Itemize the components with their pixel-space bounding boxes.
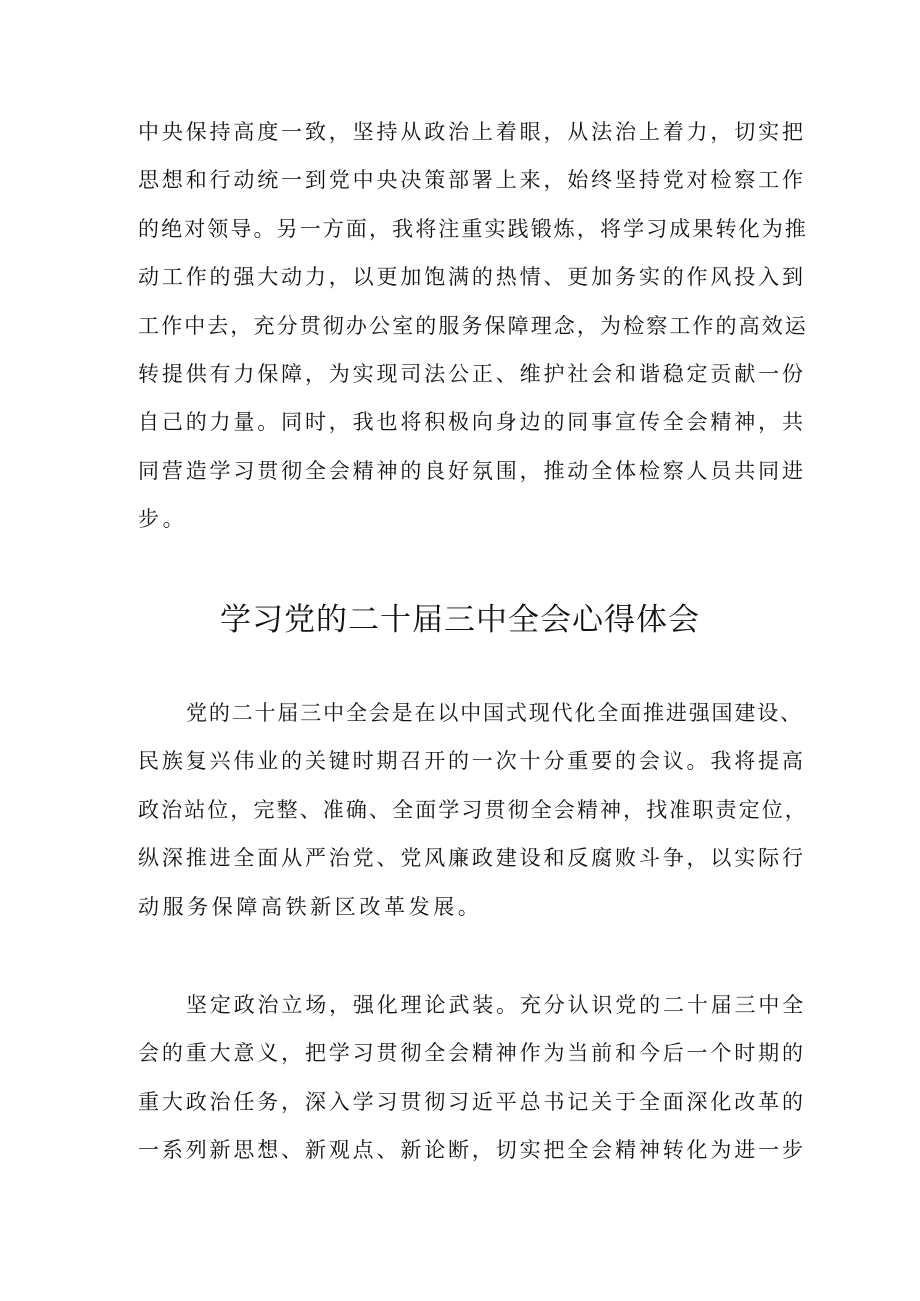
paragraph-line: 重大政治任务，深入学习贯彻习近平总书记关于全面深化改革的 (138, 1089, 806, 1114)
paragraph-line: 动服务保障高铁新区改革发展。 (138, 894, 483, 919)
paragraph-line: 政治站位，完整、准确、全面学习贯彻全会精神，找准职责定位， (138, 797, 808, 822)
paragraph-line: 同营造学习贯彻全会精神的良好氛围，推动全体检察人员共同进 (138, 458, 806, 483)
paragraph-line: 自己的力量。同时，我也将积极向身边的同事宣传全会精神，共 (138, 410, 806, 435)
paragraph-line: 坚定政治立场，强化理论武装。充分认识党的二十届三中全 (186, 993, 807, 1017)
body-paragraph-2 (138, 689, 808, 931)
paragraph-line: 的绝对领导。另一方面，我将注重实践锻炼，将学习成果转化为推 (138, 216, 808, 241)
paragraph-line: 党的二十届三中全会是在以中国式现代化全面推进强国建设、 (186, 701, 803, 725)
paragraph-line: 纵深推进全面从严治党、党风廉政建设和反腐败斗争，以实际行 (138, 846, 806, 871)
paragraph-line: 中央保持高度一致，坚持从政治上着眼，从法治上着力，切实把 (138, 120, 806, 144)
paragraph-line: 步。 (138, 507, 188, 532)
paragraph-line: 会的重大意义，把学习贯彻全会精神作为当前和今后一个时期的 (138, 1041, 806, 1066)
paragraph-line: 思想和行动统一到党中央决策部署上来，始终坚持党对检察工作 (138, 168, 806, 193)
document-title: 学习党的二十届三中全会心得体会 (220, 602, 700, 638)
paragraph-line: 动工作的强大动力，以更加饱满的热情、更加务实的作风投入到 (138, 265, 806, 290)
body-paragraph-3 (138, 981, 808, 1175)
paragraph-line: 转提供有力保障，为实现司法公正、维护社会和谐稳定贡献一份 (138, 362, 806, 387)
paragraph-line: 工作中去，充分贯彻办公室的服务保障理念，为检察工作的高效运 (138, 313, 808, 338)
body-paragraph-1 (138, 108, 808, 544)
paragraph-line: 民族复兴伟业的关键时期召开的一次十分重要的会议。我将提高 (138, 749, 806, 774)
paragraph-line: 一系列新思想、新观点、新论断，切实把全会精神转化为进一步 (138, 1138, 806, 1163)
